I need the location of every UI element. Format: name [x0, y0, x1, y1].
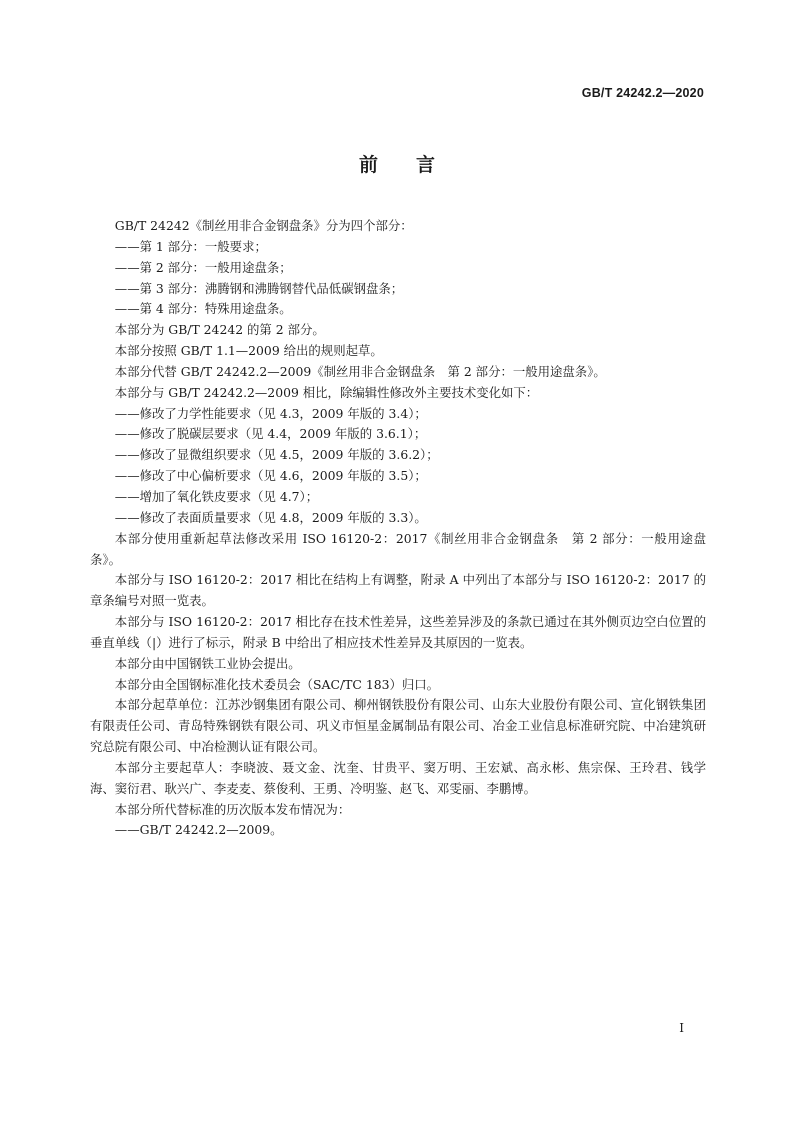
paragraph: GB/T 24242《制丝用非合金钢盘条》分为四个部分：	[114, 218, 413, 233]
paragraph: 本部分所代替标准的历次版本发布情况为：	[114, 801, 351, 817]
list-item: ——增加了氧化铁皮要求（见 4.7）；	[114, 488, 319, 504]
list-item: ——修改了力学性能要求（见 4.3，2009 年版的 3.4）；	[114, 405, 427, 421]
paragraph: 本部分与 ISO 16120-2：2017 相比存在技术性差异，这些差异涉及的条款已通过在其外侧页边空白位置的垂直单线（|）进行了标示，附录 B 中给出了相应技术性差异及其原因的一览表。	[90, 614, 706, 650]
list-item: ——第 3 部分：沸腾钢和沸腾钢替代品低碳钢盘条；	[114, 280, 404, 296]
paragraph: 本部分主要起草人：李晓波、聂文金、沈奎、甘贵平、窦万明、王宏斌、高永彬、焦宗保、王玲君、钱学海、窦衍君、耿兴广、李麦麦、蔡俊利、王勇、冷明鉴、赵飞、邓雯丽、李鹏博。	[90, 759, 706, 796]
list-item: ——修改了脱碳层要求（见 4.4，2009 年版的 3.6.1）；	[114, 426, 427, 442]
page-title-char-1: 前	[358, 154, 378, 176]
paragraph: 本部分代替 GB/T 24242.2—2009《制丝用非合金钢盘条 第 2 部分：一般用途盘条》。	[114, 363, 606, 379]
list-item: ——第 2 部分：一般用途盘条；	[114, 259, 292, 275]
list-item: ——修改了表面质量要求（见 4.8，2009 年版的 3.3）。	[114, 509, 427, 525]
paragraph: 本部分与 GB/T 24242.2—2009 相比，除编辑性修改外主要技术变化如下：	[114, 384, 539, 400]
list-item: ——第 1 部分：一般要求；	[114, 238, 267, 254]
paragraph: 本部分按照 GB/T 1.1—2009 给出的规则起草。	[114, 343, 383, 359]
paragraph: 本部分起草单位：江苏沙钢集团有限公司、柳州钢铁股份有限公司、山东大业股份有限公司、宣化钢铁集团有限责任公司、青岛特殊钢铁有限公司、巩义市恒星金属制品有限公司、冶金工业信息标准研究院、中冶建筑研究总院有限公司、中冶检测认证有限公司。	[90, 697, 706, 755]
paragraph: 本部分由全国钢标准化技术委员会（SAC/TC 183）归口。	[114, 676, 440, 692]
foreword-body	[90, 216, 706, 841]
page-title-char-2: 言	[416, 154, 436, 176]
standard-code: GB/T 24242.2—2020	[581, 86, 704, 100]
list-item: ——修改了显微组织要求（见 4.5，2009 年版的 3.6.2）；	[114, 447, 439, 463]
list-item: ——第 4 部分：特殊用途盘条。	[114, 301, 292, 317]
paragraph: 本部分与 ISO 16120-2：2017 相比在结构上有调整，附录 A 中列出了本部分与 ISO 16120-2：2017 的章条编号对照一览表。	[90, 572, 706, 609]
list-item: ——修改了中心偏析要求（见 4.6，2009 年版的 3.5）；	[114, 468, 427, 484]
paragraph: 本部分使用重新起草法修改采用 ISO 16120-2：2017《制丝用非合金钢盘条 第 2 部分：一般用途盘条》。	[90, 530, 706, 567]
page-number: I	[679, 1021, 684, 1035]
paragraph: 本部分为 GB/T 24242 的第 2 部分。	[114, 322, 325, 338]
list-item: ——GB/T 24242.2—2009。	[114, 822, 283, 838]
page-title	[0, 150, 794, 177]
paragraph: 本部分由中国钢铁工业协会提出。	[114, 655, 301, 671]
